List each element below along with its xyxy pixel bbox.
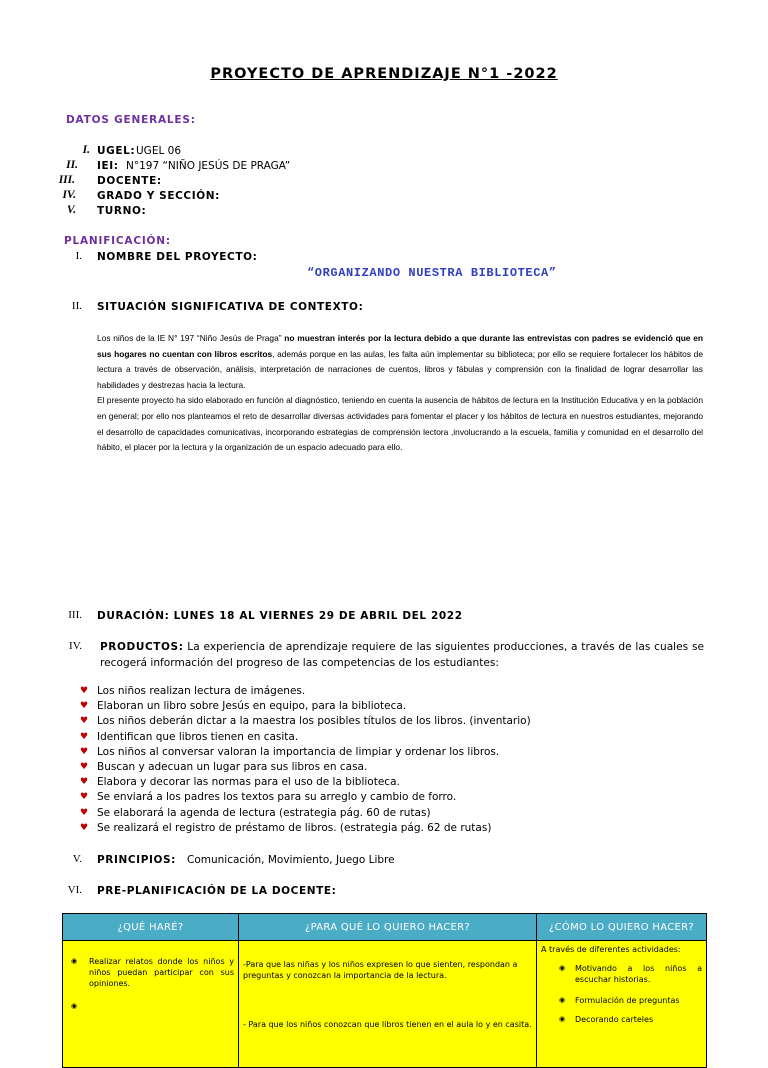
preplan-number: VI. (67, 884, 82, 896)
bullet-icon: ◉ (559, 996, 566, 1004)
list-item: ◉ Decorando carteles (559, 1015, 654, 1024)
para-que-text-2: - Para que los niños conozcan que libros tienen en el aula lo y en casita. (243, 1020, 532, 1029)
situacion-paragraph-1: Los niños de la IE N° 197 “Niño Jesús de Praga” no muestran interés por la lectura debido a que durante las entrevistas con padres se evidenció que en sus hogares no cuentan con libros escritos, además porque en las aulas, les falta aún implementar su biblioteca; por ello se requiere fortalecer los hábitos de lectura a través de observación, análisis, interpretación de narraciones de cuentos, libros y fábulas y comprensión con la finalidad de lograr desarrollar las habilidades y destrezas hacia la lectura. (97, 333, 703, 390)
para-que-text-1: -Para que las niñas y los niños expresen lo que sienten, respondan a preguntas y conozcan la importancia de la lectura. (243, 960, 518, 980)
grado-seccion-label: GRADO Y SECCIÓN: (97, 190, 220, 202)
heart-bullet-icon: ♥ (80, 731, 89, 742)
principios-value: Comunicación, Movimiento, Juego Libre (187, 854, 395, 866)
productos-number: IV. (69, 640, 82, 652)
iei-value: N°197 “NIÑO JESÚS DE PRAGA” (126, 160, 291, 172)
duracion-number: III. (68, 609, 82, 621)
table-row (63, 941, 707, 1068)
como-intro: A través de diferentes actividades: (541, 945, 681, 954)
ugel-value: UGEL 06 (136, 145, 182, 157)
heart-bullet-icon: ♥ (80, 762, 89, 773)
heart-bullet-icon: ♥ (80, 792, 89, 803)
iei-label: IEI: (97, 160, 119, 172)
row-number: I. (82, 144, 90, 156)
row-number: III. (58, 174, 75, 186)
table-header-row (63, 914, 707, 941)
principios-number: V. (72, 853, 82, 865)
principios-label: PRINCIPIOS: (97, 854, 176, 866)
list-item: ♥ Los niños realizan lectura de imágenes. (80, 684, 720, 699)
list-item: ♥ Los niños deberán dictar a la maestra los posibles títulos de los libros. (inventario) (80, 714, 720, 729)
list-item: ◉ Motivando a los niños a escuchar historias. (559, 964, 702, 984)
turno-label: TURNO: (97, 205, 147, 217)
list-item: ♥ Buscan y adecuan un lugar para sus libros en casa. (80, 760, 720, 775)
situacion-number: II. (71, 300, 82, 312)
ugel-label: UGEL: (97, 145, 136, 157)
list-item: ♥ Elabora y decorar las normas para el uso de la biblioteca. (80, 775, 720, 790)
heart-bullet-icon: ♥ (80, 822, 89, 833)
situacion-heading: SITUACIÓN SIGNIFICATIVA DE CONTEXTO: (97, 301, 364, 313)
list-item: ◉ Formulación de preguntas (559, 996, 680, 1005)
bullet-icon: ◉ (71, 957, 78, 965)
row-number: II. (66, 159, 78, 171)
row-number: IV. (62, 189, 76, 201)
column-header: ¿QUÉ HARÉ? (63, 914, 239, 941)
bullet-icon: ◉ (71, 1002, 78, 1010)
table-cell (537, 941, 707, 1068)
heart-bullet-icon: ♥ (80, 716, 89, 727)
document-title: PROYECTO DE APRENDIZAJE N°1 -2022 (210, 66, 558, 82)
project-name: “ORGANIZANDO NUESTRA BIBLIOTECA” (307, 266, 557, 280)
nombre-number: I. (75, 250, 82, 262)
docente-label: DOCENTE: (97, 175, 162, 187)
heart-bullet-icon: ♥ (80, 807, 89, 818)
column-header: ¿PARA QUÉ LO QUIERO HACER? (239, 914, 537, 941)
list-item: ♥ Identifican que libros tienen en casita. (80, 730, 720, 745)
list-item: ♥ Se enviará a los padres los textos para su arreglo y cambio de forro. (80, 790, 720, 805)
column-header: ¿CÓMO LO QUIERO HACER? (537, 914, 707, 941)
situacion-paragraph-2: El presente proyecto ha sido elaborado en función al diagnóstico, teniendo en cuenta la ausencia de hábitos de lectura en la Institución Educativa y en la población en general; por ello nos planteamos el reto de desarrollar diversas actividades para fomentar el placer y los hábitos de lectura en nuestros estudiantes, mejorando el desarrollo de capacidades comunicativas, incorporando estrategias de comprensión lectora ,involucrando a la escuela, familia y comunidad en el desarrollo del hábito, el placer por la lectura y la organización de un espacio adecuado para ello. (97, 395, 703, 453)
heart-bullet-icon: ♥ (80, 746, 89, 757)
heart-bullet-icon: ♥ (80, 686, 89, 696)
bullet-icon: ◉ (559, 1015, 566, 1023)
datos-generales-heading: DATOS GENERALES: (66, 114, 196, 126)
heart-bullet-icon: ♥ (80, 701, 89, 712)
row-number: V. (66, 204, 76, 216)
productos-intro: PRODUCTOS: La experiencia de aprendizaje requiere de las siguientes producciones, a través de las cuales se recogerá información del progreso de las competencias de los estudiantes: (100, 641, 704, 669)
list-item: ♥ Elaboran un libro sobre Jesús en equipo, para la biblioteca. (80, 699, 720, 714)
list-item: ◉ Realizar relatos donde los niños y niños puedan participar con sus opiniones. (71, 957, 234, 988)
nombre-proyecto-label: NOMBRE DEL PROYECTO: (97, 251, 258, 263)
que-hare-list (67, 956, 234, 1010)
list-item: ♥ Se realizará el registro de préstamo de libros. (estrategia pág. 62 de rutas) (80, 821, 720, 836)
productos-list (80, 684, 720, 836)
list-item: ♥ Los niños al conversar valoran la importancia de limpiar y ordenar los libros. (80, 745, 720, 760)
heart-bullet-icon: ♥ (80, 777, 89, 788)
bullet-icon: ◉ (559, 964, 566, 972)
planificacion-heading: PLANIFICACIÓN: (64, 235, 171, 247)
duracion-text: DURACIÓN: LUNES 18 AL VIERNES 29 DE ABRIL DEL 2022 (97, 610, 463, 622)
list-item: ♥ Se elaborará la agenda de lectura (estrategia pág. 60 de rutas) (80, 806, 720, 821)
situacion-text (97, 331, 703, 456)
preplan-heading: PRE-PLANIFICACIÓN DE LA DOCENTE: (97, 885, 337, 897)
table-cell (239, 941, 537, 1068)
table-cell (63, 941, 239, 1068)
como-list (541, 963, 702, 1025)
preplanificacion-table (62, 913, 707, 1068)
